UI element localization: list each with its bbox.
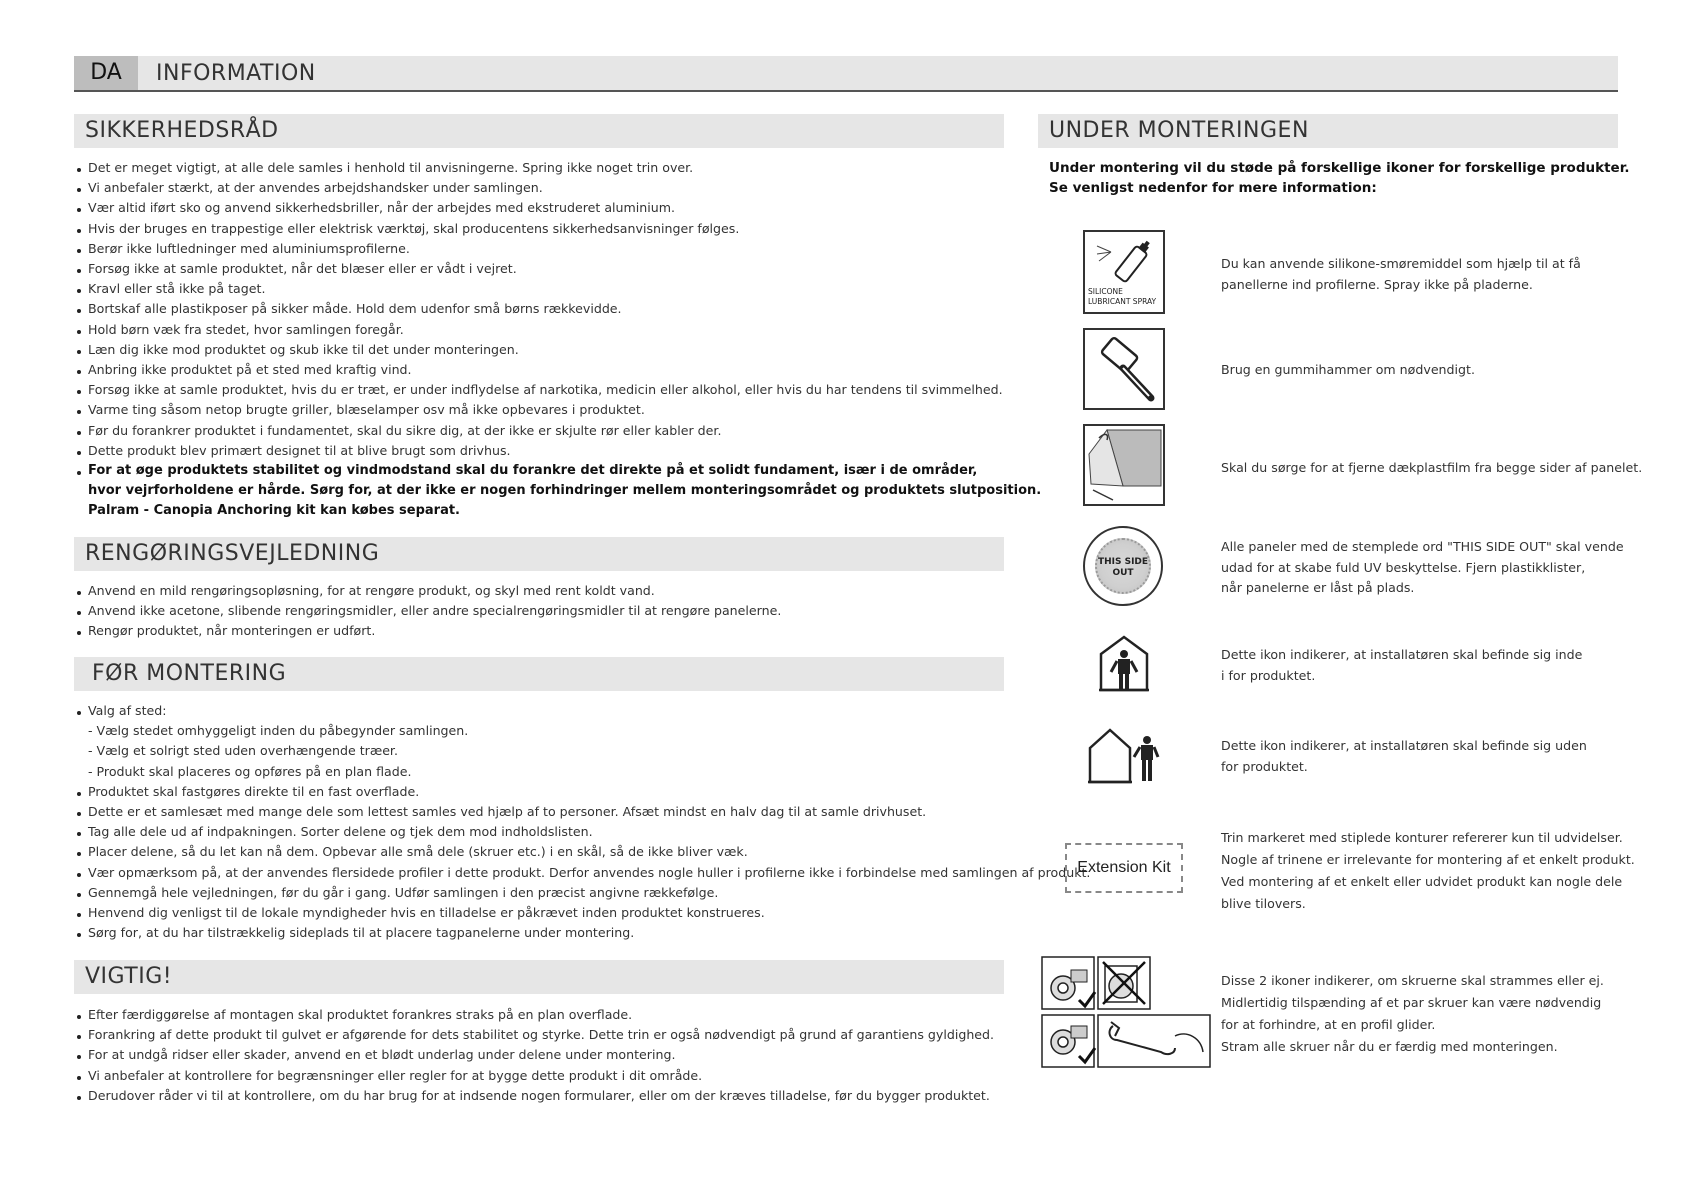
description-line: Brug en gummihammer om nødvendigt. (1221, 362, 1475, 377)
list-item: Rengør produktet, når monteringen er udført. (74, 621, 781, 641)
this-side-out-label-line: OUT (1112, 568, 1134, 578)
list-item: Forsøg ikke at samle produktet, når det blæser eller er vådt i vejret. (74, 259, 1041, 279)
this-side-out-label-line: THIS SIDE (1097, 557, 1149, 567)
icon-description-screws (1221, 970, 1604, 1058)
icon-description-hammer (1221, 360, 1475, 381)
list-item: Berør ikke luftledninger med aluminiumsprofilerne. (74, 239, 1041, 259)
description-line: for at forhindre, at en profil glider. (1221, 1017, 1436, 1032)
description-line: Midlertidig tilspænding af et par skruer kan være nødvendig (1221, 995, 1602, 1010)
bold-list-line: hvor vejrforholdene er hårde. Sørg for, at der ikke er nogen forhindringer mellem monteringsområdet og produktets slutposition. (88, 483, 1042, 499)
sub-list-item: - Produkt skal placeres og opføres på en plan flade. (88, 763, 412, 779)
description-line: Skal du sørge for at fjerne dækplastfilm fra begge sider af panelet. (1221, 460, 1643, 475)
icon-description-this-side-out (1221, 537, 1624, 599)
list-item: Efter færdiggørelse af montagen skal produktet forankres straks på en plan overflade. (74, 1005, 994, 1025)
list-item: For at undgå ridser eller skader, anvend en et blødt underlag under delene under montering. (74, 1045, 994, 1065)
section-title-safety: SIKKERHEDSRÅD (74, 114, 1004, 148)
list-item: Det er meget vigtigt, at alle dele samles i henhold til anvisningerne. Spring ikke noget trin over. (74, 158, 1041, 178)
description-line: når panelerne er låst på plads. (1221, 580, 1415, 595)
bold-list-line: Palram - Canopia Anchoring kit kan købes separat. (88, 503, 460, 519)
language-code: DA (74, 56, 138, 90)
list-item: Gennemgå hele vejledningen, før du går i gang. Udfør samlingen i den præcist angivne rækkefølge. (74, 883, 1090, 903)
during-intro-line: Under montering vil du støde på forskellige ikoner for forskellige produkter. (1049, 160, 1630, 176)
list-item: Anvend en mild rengøringsopløsning, for at rengøre produkt, og skyl med rent koldt vand. (74, 581, 781, 601)
list-item: Kravl eller stå ikke på taget. (74, 279, 1041, 299)
extension-kit-icon: Extension Kit (1065, 843, 1183, 893)
list-item: Placer delene, så du let kan nå dem. Opbevar alle små dele (skruer etc.) i en skål, så de ikke bliver væk. (74, 842, 1090, 862)
list-item: Vær altid iført sko og anvend sikkerhedsbriller, når der arbejdes med ekstruderet aluminium. (74, 198, 1041, 218)
description-line: Disse 2 ikoner indikerer, om skruerne skal strammes eller ej. (1221, 973, 1604, 988)
list-item: Henvend dig venligst til de lokale myndigheder hvis en tilladelse er påkrævet inden produktet konstrueres. (74, 903, 1090, 923)
section-title-important: VIGTIG! (74, 960, 1004, 994)
section-title-before: FØR MONTERING (74, 657, 1004, 691)
list-item: Vi anbefaler at kontrollere for begrænsninger eller regler for at bygge dette produkt i dit område. (74, 1066, 994, 1086)
list-item: Valg af sted: (74, 701, 1090, 721)
sub-list-item: - Vælg stedet omhyggeligt inden du påbegynder samlingen. (88, 723, 469, 739)
screw-tighten-icon (1041, 956, 1211, 1074)
list-item: Vær opmærksom på, at der anvendes flersidede profiler i dette produkt. Derfor anvendes nogle huller i profilerne ikke i forbindelse med samlingen af produkt. (74, 863, 1090, 883)
list-item: Dette produkt blev primært designet til at blive brugt som drivhus. (74, 441, 1041, 461)
silicone-label-line: LUBRICANT SPRAY (1088, 297, 1157, 306)
list-item: Forsøg ikke at samle produktet, hvis du er træt, er under indflydelse af narkotika, medicin eller alkohol, eller hvis du har tendens til svimmelhed. (74, 380, 1041, 400)
important-list (74, 1005, 994, 1106)
bold-list-line: For at øge produktets stabilitet og vindmodstand skal du forankre det direkte på et solidt fundament, især i de områder, (74, 461, 1041, 481)
description-line: Ved montering af et enkelt eller udvidet produkt kan nogle dele (1221, 874, 1623, 889)
rubber-hammer-icon (1083, 328, 1165, 414)
description-line: Du kan anvende silikone-smøremiddel som hjælp til at få (1221, 256, 1581, 271)
list-item: Varme ting såsom netop brugte griller, blæselamper osv må ikke opbevares i produktet. (74, 400, 1041, 420)
list-item: Hold børn væk fra stedet, hvor samlingen foregår. (74, 320, 1041, 340)
list-item: Bortskaf alle plastikposer på sikker måde. Hold dem udenfor små børns rækkevidde. (74, 299, 1041, 319)
safety-list (74, 158, 1041, 521)
icon-description-extension (1221, 827, 1635, 915)
section-title-cleaning: RENGØRINGSVEJLEDNING (74, 537, 1004, 571)
description-line: Trin markeret med stiplede konturer refererer kun til udvidelser. (1221, 830, 1623, 845)
section-title-during: UNDER MONTERINGEN (1038, 114, 1618, 148)
cleaning-list (74, 581, 781, 642)
list-item: Anbring ikke produktet på et sted med kraftig vind. (74, 360, 1041, 380)
icon-description-outside (1221, 736, 1587, 777)
list-item: Dette er et samlesæt med mange dele som lettest samles ved hjælp af to personer. Afsæt mindst en halv dag til at samle drivhuset. (74, 802, 1090, 822)
list-item: Anvend ikke acetone, slibende rengøringsmidler, eller andre specialrengøringsmidler til at rengøre panelerne. (74, 601, 781, 621)
description-line: panellerne ind profilerne. Spray ikke på pladerne. (1221, 276, 1533, 292)
list-item: Forankring af dette produkt til gulvet er afgørende for dets stabilitet og styrke. Dette trin er også nødvendigt på grund af garantiens gyldighed. (74, 1025, 994, 1045)
icon-description-silicone (1221, 254, 1581, 295)
list-item: Derudover råder vi til at kontrollere, om du har brug for at indsende nogen formularer, eller om der kræves tilladelse, før du bygger produktet. (74, 1086, 994, 1106)
header-bar (74, 56, 1618, 92)
list-item: Sørg for, at du har tilstrækkelig sideplads til at placere tagpanelerne under montering. (74, 923, 1090, 943)
description-line: Alle paneler med de stemplede ord "THIS SIDE OUT" skal vende (1221, 539, 1624, 554)
description-line: Dette ikon indikerer, at installatøren skal befinde sig inde (1221, 647, 1583, 662)
peel-film-icon (1083, 424, 1165, 510)
list-item: Vi anbefaler stærkt, at der anvendes arbejdshandsker under samlingen. (74, 178, 1041, 198)
description-line: blive tilovers. (1221, 896, 1306, 911)
this-side-out-label (1083, 557, 1163, 579)
before-list (74, 701, 1090, 943)
description-line: for produktet. (1221, 758, 1308, 774)
icon-description-inside (1221, 645, 1582, 686)
description-line: Stram alle skruer når du er færdig med monteringen. (1221, 1039, 1558, 1054)
silicone-label-line: SILICONE (1088, 287, 1123, 296)
page-title: INFORMATION (156, 61, 316, 86)
list-item: Læn dig ikke mod produktet og skub ikke til det under monteringen. (74, 340, 1041, 360)
list-item: Produktet skal fastgøres direkte til en fast overflade. (74, 782, 1090, 802)
icon-description-film (1221, 458, 1642, 479)
during-intro (1049, 158, 1630, 198)
installer-outside-icon (1086, 726, 1162, 788)
list-item: Tag alle dele ud af indpakningen. Sorter delene og tjek dem mod indholdslisten. (74, 822, 1090, 842)
during-intro-line: Se venligst nedenfor for mere information: (1049, 180, 1377, 196)
sub-list-item: - Vælg et solrigt sted uden overhængende træer. (88, 743, 398, 759)
description-line: Dette ikon indikerer, at installatøren skal befinde sig uden (1221, 738, 1587, 753)
list-item: Hvis der bruges en trappestige eller elektrisk værktøj, skal producentens sikkerhedsanvisninger følges. (74, 219, 1041, 239)
description-line: i for produktet. (1221, 667, 1316, 683)
description-line: Nogle af trinene er irrelevante for montering af et enkelt produkt. (1221, 852, 1635, 867)
list-item: Før du forankrer produktet i fundamentet, skal du sikre dig, at der ikke er skjulte rør eller kabler der. (74, 421, 1041, 441)
description-line: udad for at skabe fuld UV beskyttelse. Fjern plastikklister, (1221, 559, 1586, 575)
installer-inside-icon (1098, 634, 1150, 696)
silicone-label (1088, 287, 1156, 307)
